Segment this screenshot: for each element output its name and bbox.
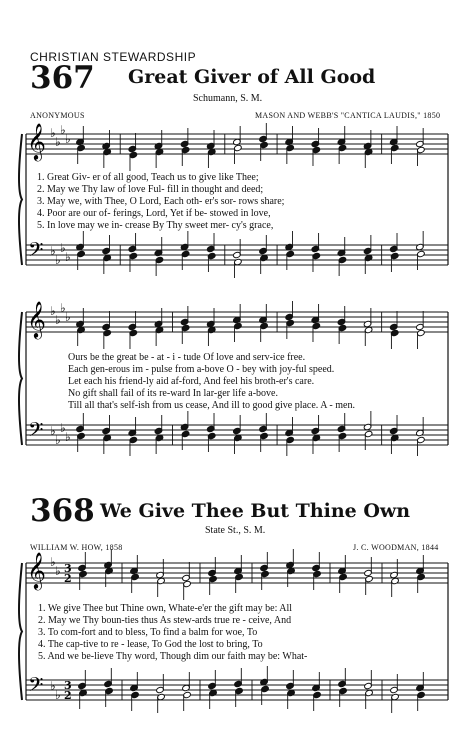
key-flat: ♭ — [50, 304, 56, 318]
key-flat: ♭ — [55, 688, 61, 702]
key-flat: ♭ — [55, 313, 61, 327]
verse-line: 2. May we Thy boun-ties thus As stew-ards true re - ceive, And — [38, 615, 292, 626]
key-flat: ♭ — [55, 433, 61, 447]
tune-name: State St., S. M. — [205, 525, 266, 536]
composer-credit: MASON AND WEBB'S "CANTICA LAUDIS," 1850 — [255, 111, 441, 120]
time-signature: 2 — [64, 689, 72, 702]
verse-line: Each gen-erous im - pulse from a-bove O - bey with joy-ful speed. — [68, 364, 335, 375]
verse-line: 4. Poor are our of- ferings, Lord, Yet if be- stowed in love, — [37, 208, 271, 219]
author-credit: WILLIAM W. HOW, 1858 — [30, 543, 123, 552]
treble-clef: 𝄞 — [27, 300, 46, 338]
bass-clef: 𝄢 — [28, 673, 44, 701]
verse-line: 1. Great Giv- er of all good, Teach us to give like Thee; — [37, 172, 259, 183]
key-flat: ♭ — [60, 421, 66, 435]
key-flat: ♭ — [55, 135, 61, 149]
bass-clef: 𝄢 — [28, 238, 44, 266]
verse-line: 2. May we Thy law of love Ful- fill in thought and deed; — [37, 184, 264, 195]
verse-line: 5. And we be-lieve Thy word, Though dim our faith may be: What- — [38, 651, 308, 662]
tune-name: Schumann, S. M. — [193, 93, 263, 104]
key-flat: ♭ — [50, 424, 56, 438]
key-flat: ♭ — [65, 132, 71, 146]
key-flat: ♭ — [65, 430, 71, 444]
bass-clef: 𝄢 — [28, 418, 44, 446]
key-flat: ♭ — [50, 679, 56, 693]
verse-line: 5. In love may we in- crease By Thy sweet mer- cy's grace, — [37, 220, 274, 231]
system-brace — [19, 134, 22, 265]
verse-line: Let each his friend-ly aid af-ford, And feel his broth-er's care. — [68, 376, 315, 387]
verse-line: Ours be the great be - at - i - tude Of love and serv-ice free. — [68, 352, 306, 363]
time-signature: 3 — [64, 562, 72, 575]
key-flat: ♭ — [50, 244, 56, 258]
key-flat: ♭ — [60, 241, 66, 255]
key-flat: ♭ — [65, 250, 71, 264]
verse-line: 1. We give Thee but Thine own, Whate-e'er the gift may be: All — [38, 603, 293, 614]
system-brace — [19, 312, 22, 445]
key-flat: ♭ — [50, 126, 56, 140]
key-flat: ♭ — [55, 253, 61, 267]
treble-clef: 𝄞 — [27, 122, 46, 160]
section-heading: CHRISTIAN STEWARDSHIP — [30, 50, 197, 64]
time-signature: 2 — [64, 572, 72, 585]
key-flat: ♭ — [50, 555, 56, 569]
hymn-number: 367 — [30, 60, 95, 96]
system-brace — [19, 563, 22, 700]
hymn-title: We Give Thee But Thine Own — [100, 500, 411, 522]
verse-line: No gift shall fail of its re-ward In lar-ger life a-bove. — [68, 388, 278, 399]
key-flat: ♭ — [55, 564, 61, 578]
hymn-title: Great Giver of All Good — [128, 66, 376, 88]
hymn-number: 368 — [30, 493, 95, 529]
key-flat: ♭ — [60, 301, 66, 315]
author-credit: ANONYMOUS — [30, 111, 85, 120]
treble-clef: 𝄞 — [27, 551, 46, 589]
composer-credit: J. C. WOODMAN, 1844 — [353, 543, 439, 552]
key-flat: ♭ — [65, 310, 71, 324]
key-flat: ♭ — [60, 123, 66, 137]
verse-line: 4. The cap-tive to re - lease, To God the lost to bring, To — [38, 639, 263, 650]
verse-line: Till all that's self-ish from us cease, And ill to good give place. A - men. — [68, 400, 355, 411]
verse-line: 3. May we, with Thee, O Lord, Each oth- er's sor- rows share; — [37, 196, 285, 207]
time-signature: 3 — [64, 679, 72, 692]
verse-line: 3. To com-fort and to bless, To find a balm for woe, To — [38, 627, 258, 638]
